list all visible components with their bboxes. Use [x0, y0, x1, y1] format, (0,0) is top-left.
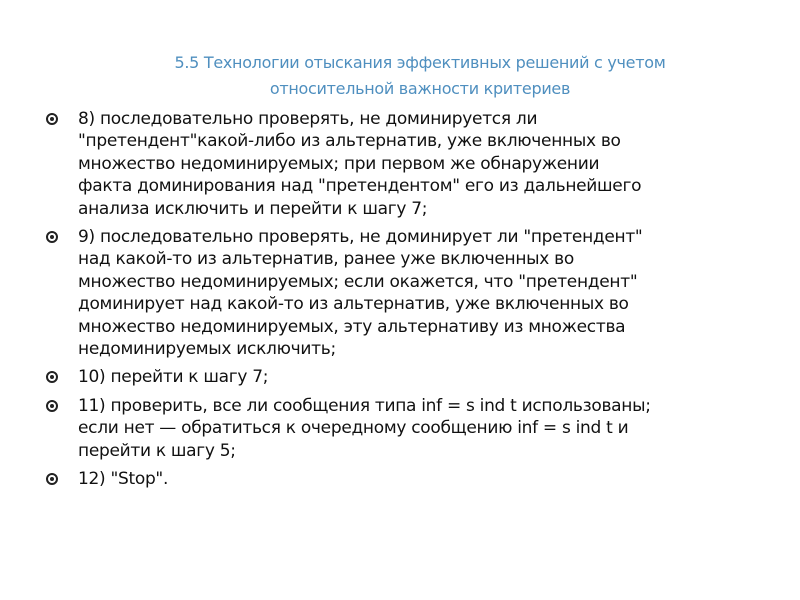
text-line: 10) перейти к шагу 7; — [78, 367, 269, 388]
bullet-text — [78, 468, 780, 490]
list-item — [44, 468, 780, 490]
title-line: 5.5 Технологии отыскания эффективных решений с учетом — [174, 53, 666, 72]
text-line: множество недоминируемых, эту альтернативу из множества — [78, 316, 626, 337]
text-line: "претендент"какой-либо из альтернатив, уже включенных во — [78, 131, 621, 152]
circle-dot-bullet-icon — [46, 473, 58, 485]
circle-dot-bullet-icon — [46, 371, 58, 383]
text-line: если нет — обратиться к очередному сообщению inf = s ind t и — [78, 418, 629, 439]
text-line: множество недоминируемых; если окажется, что "претендент" — [78, 271, 638, 292]
bullet-text — [78, 395, 780, 462]
text-line: факта доминирования над "претендентом" его из дальнейшего — [78, 176, 642, 197]
title-line: относительной важности критериев — [269, 79, 571, 98]
text-line: анализа исключить и перейти к шагу 7; — [78, 198, 428, 219]
circle-dot-bullet-icon — [46, 231, 58, 243]
text-line: 9) последовательно проверять, не доминирует ли "претендент" — [78, 227, 643, 248]
list-item — [44, 226, 780, 360]
circle-dot-bullet-icon — [46, 113, 58, 125]
slide-title — [100, 50, 740, 102]
text-line: над какой-то из альтернатив, ранее уже включенных во — [78, 249, 574, 270]
text-line: доминирует над какой-то из альтернатив, уже включенных во — [78, 294, 629, 315]
bullet-text — [78, 108, 780, 220]
bullet-text — [78, 366, 780, 388]
text-line: 8) последовательно проверять, не доминируется ли — [78, 109, 538, 129]
list-item — [44, 108, 780, 220]
list-item — [44, 366, 780, 388]
text-line: множество недоминируемых; при первом же обнаружении — [78, 153, 600, 174]
text-line: 11) проверить, все ли сообщения типа inf = s ind t использованы; — [78, 395, 651, 416]
bullet-list — [44, 108, 780, 497]
text-line: перейти к шагу 5; — [78, 440, 236, 461]
list-item — [44, 395, 780, 462]
text-line: недоминируемых исключить; — [78, 339, 336, 360]
text-line: 12) "Stop". — [78, 469, 169, 490]
bullet-text — [78, 226, 780, 360]
circle-dot-bullet-icon — [46, 400, 58, 412]
